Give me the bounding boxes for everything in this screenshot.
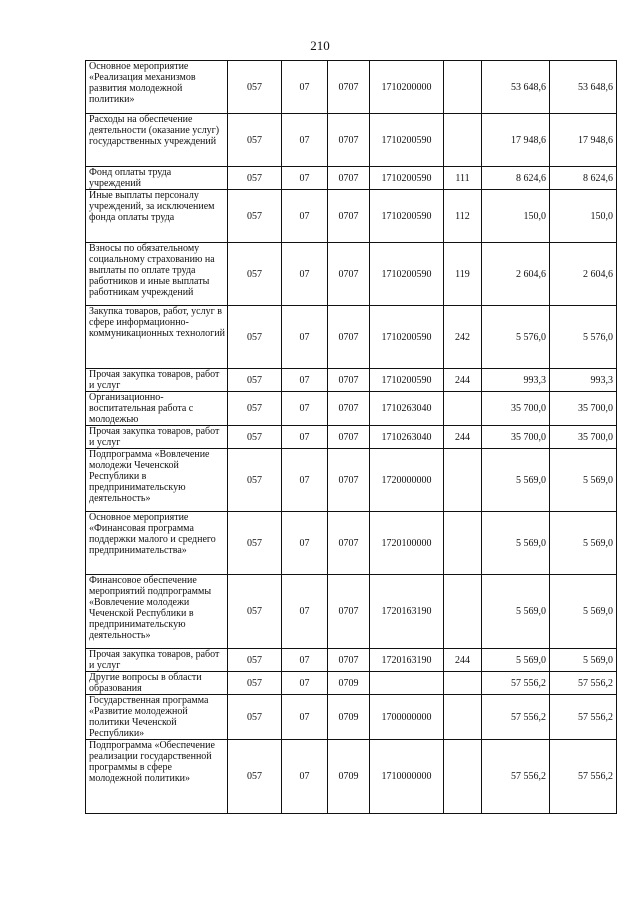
budget-table	[85, 60, 617, 814]
subsection-code: 0707	[328, 649, 370, 672]
table-row	[86, 575, 617, 649]
amount-1: 8 624,6	[482, 167, 550, 190]
target-article-code	[370, 672, 444, 695]
table-row	[86, 243, 617, 306]
table-row	[86, 672, 617, 695]
table-row	[86, 167, 617, 190]
target-article-code: 1710200590	[370, 190, 444, 243]
subsection-code: 0709	[328, 695, 370, 740]
section-code: 07	[282, 114, 328, 167]
table-row	[86, 449, 617, 512]
amount-1: 17 948,6	[482, 114, 550, 167]
amount-2: 150,0	[550, 190, 617, 243]
amount-1: 57 556,2	[482, 672, 550, 695]
section-code: 07	[282, 695, 328, 740]
section-code: 07	[282, 426, 328, 449]
ministry-code: 057	[228, 167, 282, 190]
amount-2: 35 700,0	[550, 392, 617, 426]
subsection-code: 0707	[328, 167, 370, 190]
row-name: Государственная программа «Развитие молодежной политики Чеченской Республики»	[86, 695, 228, 740]
amount-2: 35 700,0	[550, 426, 617, 449]
table-row	[86, 392, 617, 426]
row-name: Основное мероприятие «Реализация механизмов развития молодежной политики»	[86, 61, 228, 114]
expense-type-code: 242	[444, 306, 482, 369]
subsection-code: 0709	[328, 740, 370, 814]
row-name: Финансовое обеспечение мероприятий подпрограммы «Вовлечение молодежи Чеченской Республики в предпринимательскую деятельность»	[86, 575, 228, 649]
section-code: 07	[282, 61, 328, 114]
target-article-code: 1720000000	[370, 449, 444, 512]
expense-type-code: 244	[444, 369, 482, 392]
row-name: Взносы по обязательному социальному страхованию на выплаты по оплате труда работников и иные выплаты работникам учреждений	[86, 243, 228, 306]
section-code: 07	[282, 392, 328, 426]
amount-1: 35 700,0	[482, 426, 550, 449]
section-code: 07	[282, 512, 328, 575]
amount-2: 57 556,2	[550, 740, 617, 814]
subsection-code: 0709	[328, 672, 370, 695]
target-article-code: 1710200590	[370, 167, 444, 190]
amount-2: 2 604,6	[550, 243, 617, 306]
row-name: Другие вопросы в области образования	[86, 672, 228, 695]
ministry-code: 057	[228, 114, 282, 167]
expense-type-code: 244	[444, 426, 482, 449]
section-code: 07	[282, 649, 328, 672]
subsection-code: 0707	[328, 306, 370, 369]
row-name: Иные выплаты персоналу учреждений, за исключением фонда оплаты труда	[86, 190, 228, 243]
page-number: 210	[310, 38, 330, 53]
ministry-code: 057	[228, 306, 282, 369]
expense-type-code: 119	[444, 243, 482, 306]
subsection-code: 0707	[328, 392, 370, 426]
ministry-code: 057	[228, 369, 282, 392]
row-name: Организационно-воспитательная работа с молодежью	[86, 392, 228, 426]
section-code: 07	[282, 740, 328, 814]
target-article-code: 1720163190	[370, 575, 444, 649]
row-name: Расходы на обеспечение деятельности (оказание услуг) государственных учреждений	[86, 114, 228, 167]
amount-1: 57 556,2	[482, 740, 550, 814]
row-name: Фонд оплаты труда учреждений	[86, 167, 228, 190]
expense-type-code	[444, 672, 482, 695]
amount-2: 57 556,2	[550, 695, 617, 740]
expense-type-code	[444, 392, 482, 426]
subsection-code: 0707	[328, 369, 370, 392]
amount-1: 150,0	[482, 190, 550, 243]
amount-2: 993,3	[550, 369, 617, 392]
section-code: 07	[282, 243, 328, 306]
ministry-code: 057	[228, 512, 282, 575]
target-article-code: 1710200590	[370, 243, 444, 306]
expense-type-code	[444, 740, 482, 814]
table-row	[86, 190, 617, 243]
amount-2: 53 648,6	[550, 61, 617, 114]
subsection-code: 0707	[328, 190, 370, 243]
section-code: 07	[282, 449, 328, 512]
subsection-code: 0707	[328, 512, 370, 575]
table-row	[86, 306, 617, 369]
row-name: Прочая закупка товаров, работ и услуг	[86, 369, 228, 392]
amount-2: 5 569,0	[550, 575, 617, 649]
ministry-code: 057	[228, 61, 282, 114]
amount-1: 5 569,0	[482, 575, 550, 649]
budget-table-body	[86, 61, 617, 814]
target-article-code: 1710000000	[370, 740, 444, 814]
expense-type-code: 111	[444, 167, 482, 190]
expense-type-code: 112	[444, 190, 482, 243]
section-code: 07	[282, 575, 328, 649]
ministry-code: 057	[228, 575, 282, 649]
target-article-code: 1710263040	[370, 392, 444, 426]
section-code: 07	[282, 190, 328, 243]
amount-2: 8 624,6	[550, 167, 617, 190]
target-article-code: 1720163190	[370, 649, 444, 672]
ministry-code: 057	[228, 740, 282, 814]
target-article-code: 1710200590	[370, 369, 444, 392]
row-name: Прочая закупка товаров, работ и услуг	[86, 426, 228, 449]
amount-2: 17 948,6	[550, 114, 617, 167]
ministry-code: 057	[228, 649, 282, 672]
amount-1: 2 604,6	[482, 243, 550, 306]
amount-2: 5 569,0	[550, 512, 617, 575]
row-name: Основное мероприятие «Финансовая программа поддержки малого и среднего предпринимательства»	[86, 512, 228, 575]
section-code: 07	[282, 306, 328, 369]
amount-1: 35 700,0	[482, 392, 550, 426]
amount-2: 5 569,0	[550, 649, 617, 672]
amount-1: 993,3	[482, 369, 550, 392]
ministry-code: 057	[228, 392, 282, 426]
ministry-code: 057	[228, 695, 282, 740]
subsection-code: 0707	[328, 449, 370, 512]
expense-type-code	[444, 61, 482, 114]
table-row	[86, 114, 617, 167]
ministry-code: 057	[228, 426, 282, 449]
expense-type-code: 244	[444, 649, 482, 672]
amount-1: 5 576,0	[482, 306, 550, 369]
section-code: 07	[282, 167, 328, 190]
amount-1: 5 569,0	[482, 449, 550, 512]
expense-type-code	[444, 449, 482, 512]
subsection-code: 0707	[328, 426, 370, 449]
expense-type-code	[444, 575, 482, 649]
ministry-code: 057	[228, 243, 282, 306]
expense-type-code	[444, 512, 482, 575]
ministry-code: 057	[228, 672, 282, 695]
amount-1: 5 569,0	[482, 649, 550, 672]
subsection-code: 0707	[328, 61, 370, 114]
subsection-code: 0707	[328, 114, 370, 167]
subsection-code: 0707	[328, 575, 370, 649]
target-article-code: 1710263040	[370, 426, 444, 449]
target-article-code: 1710200590	[370, 306, 444, 369]
target-article-code: 1720100000	[370, 512, 444, 575]
table-row	[86, 512, 617, 575]
ministry-code: 057	[228, 190, 282, 243]
table-row	[86, 695, 617, 740]
target-article-code: 1710200000	[370, 61, 444, 114]
amount-1: 5 569,0	[482, 512, 550, 575]
row-name: Подпрограмма «Обеспечение реализации государственной программы в сфере молодежной политики»	[86, 740, 228, 814]
amount-2: 57 556,2	[550, 672, 617, 695]
amount-2: 5 576,0	[550, 306, 617, 369]
table-row	[86, 649, 617, 672]
expense-type-code	[444, 114, 482, 167]
subsection-code: 0707	[328, 243, 370, 306]
target-article-code: 1710200590	[370, 114, 444, 167]
table-row	[86, 426, 617, 449]
table-row	[86, 740, 617, 814]
row-name: Прочая закупка товаров, работ и услуг	[86, 649, 228, 672]
ministry-code: 057	[228, 449, 282, 512]
section-code: 07	[282, 369, 328, 392]
table-row	[86, 369, 617, 392]
amount-1: 57 556,2	[482, 695, 550, 740]
expense-type-code	[444, 695, 482, 740]
row-name: Подпрограмма «Вовлечение молодежи Чеченской Республики в предпринимательскую деятельность»	[86, 449, 228, 512]
table-row	[86, 61, 617, 114]
amount-2: 5 569,0	[550, 449, 617, 512]
row-name: Закупка товаров, работ, услуг в сфере информационно-коммуникационных технологий	[86, 306, 228, 369]
section-code: 07	[282, 672, 328, 695]
target-article-code: 1700000000	[370, 695, 444, 740]
amount-1: 53 648,6	[482, 61, 550, 114]
